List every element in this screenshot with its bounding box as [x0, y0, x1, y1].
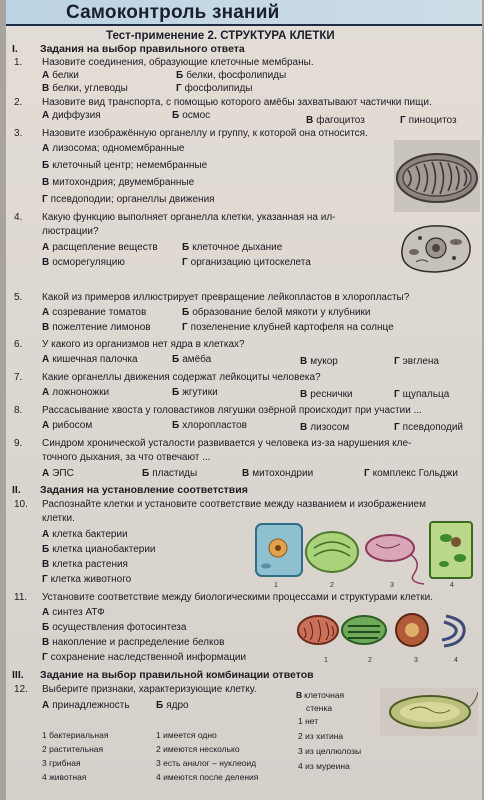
question-number: 2. — [14, 97, 23, 108]
answer-option: А клетка бактерии — [42, 529, 128, 540]
section-title: Задание на выбор правильной комбинации ответов — [40, 669, 314, 681]
answer-option: В реснички — [300, 389, 353, 400]
feature-option: 2 из хитина — [298, 731, 344, 741]
mitochondrion-illustration — [394, 140, 480, 217]
figure-number: 3 — [390, 582, 394, 589]
answer-option: Б белки, фосфолипиды — [176, 70, 287, 81]
answer-option: А диффузия — [42, 110, 101, 121]
section-title: Задания на выбор правильного ответа — [40, 43, 245, 55]
question-text: Установите соответствие между биологическими процессами и структурами клетки. — [42, 592, 434, 603]
question-number: 11. — [14, 592, 28, 603]
answer-option: А кишечная палочка — [42, 354, 138, 365]
answer-option: Б клеточное дыхание — [182, 242, 283, 253]
answer-option: Г сохранение наследственной информации — [42, 652, 247, 663]
answer-option: В пожелтение лимонов — [42, 322, 151, 333]
answer-option: Б осмос — [172, 110, 211, 121]
answer-option: Б жгутики — [172, 387, 218, 398]
answer-option: Г позеленение клубней картофеля на солнце — [182, 322, 394, 333]
question-text: Какой из примеров иллюстрирует превращение лейкопластов в хлоропласты? — [42, 292, 410, 303]
question-number: 4. — [14, 212, 23, 223]
answer-option: В белки, углеводы — [42, 83, 128, 94]
answer-option: В митохондрия; двумембранные — [42, 177, 195, 188]
feature-option: 3 из целлюлозы — [298, 746, 362, 756]
animal-cell-illustration — [396, 222, 474, 281]
answer-option: Г псевдоподии; органеллы движения — [42, 194, 215, 205]
question-text: Распознайте клетки и установите соответствие между названием и изображением — [42, 499, 426, 510]
answer-option: Б клетка цианобактерии — [42, 544, 156, 555]
question-number: 8. — [14, 405, 23, 416]
answer-option: Б амёба — [172, 354, 212, 365]
figure-number: 4 — [454, 657, 458, 664]
answer-option: Г эвглена — [394, 356, 439, 367]
feature-option: 1 бактериальная — [42, 730, 109, 740]
answer-option: Г щупальца — [394, 389, 450, 400]
figure-number: 2 — [330, 582, 334, 589]
question-text: Синдром хронической усталости развивается у человека из-за нарушения кле- — [42, 438, 412, 449]
header-divider — [6, 24, 482, 26]
answer-option: А расщепление веществ — [42, 242, 158, 253]
feature-option: 4 из муреина — [298, 761, 350, 771]
question-text: Выберите признаки, характеризующие клетку. — [42, 684, 257, 695]
answer-option: Б хлоропластов — [172, 420, 247, 431]
feature-option: 1 имеется одно — [156, 730, 217, 740]
question-text: Назовите вид транспорта, с помощью которого амёбы захватывают частички пищи. — [42, 97, 432, 108]
question-text: Назовите соединения, образующие клеточные мембраны. — [42, 57, 314, 68]
section-number: II. — [12, 484, 21, 496]
answer-option: А лизосома; одномембранные — [42, 143, 185, 154]
answer-option: Г пиноцитоз — [400, 115, 457, 126]
answer-option: А синтез АТФ — [42, 607, 105, 618]
answer-option: А ЭПС — [42, 468, 74, 479]
figure-number: 3 — [414, 657, 418, 664]
answer-option: А рибосом — [42, 420, 93, 431]
organelles-illustration — [296, 604, 476, 661]
feature-option: 4 животная — [42, 772, 87, 782]
question-text: У какого из организмов нет ядра в клетках? — [42, 339, 245, 350]
answer-option: В лизосом — [300, 422, 350, 433]
question-text: люстрации? — [42, 226, 99, 237]
question-text: Какую функцию выполняет органелла клетки, указанная на ил- — [42, 212, 336, 223]
feature-option: 2 имеются несколько — [156, 744, 240, 754]
question-number: 5. — [14, 292, 23, 303]
page-title: Самоконтроль знаний — [66, 2, 280, 23]
answer-option: Б образование белой мякоти у клубники — [182, 307, 371, 318]
feature-option: 1 нет — [298, 716, 319, 726]
question-number: 12. — [14, 684, 28, 695]
section-title: Задания на установление соответствия — [40, 484, 248, 496]
figure-number: 2 — [368, 657, 372, 664]
feature-option: 3 грибная — [42, 758, 81, 768]
answer-option: В клетка растения — [42, 559, 128, 570]
textbook-page — [6, 0, 482, 800]
answer-option: Б пластиды — [142, 468, 198, 479]
answer-option: Б осуществления фотосинтеза — [42, 622, 187, 633]
question-text: Назовите изображённую органеллу и группу, к которой она относится. — [42, 128, 368, 139]
answer-option: В фагоцитоз — [306, 115, 365, 126]
figure-number: 1 — [324, 657, 328, 664]
answer-option: А ложноножки — [42, 387, 110, 398]
question-number: 1. — [14, 57, 23, 68]
feature-option: 3 есть аналог – нуклеоид — [156, 758, 257, 768]
answer-option: А белки — [42, 70, 79, 81]
answer-option: Б клеточный центр; немембранные — [42, 160, 208, 171]
answer-option: А принадлежность — [42, 700, 130, 711]
answer-option: В накопление и распределение белков — [42, 637, 225, 648]
answer-option: Г организацию цитоскелета — [182, 257, 311, 268]
figure-number: 1 — [274, 582, 278, 589]
question-number: 10. — [14, 499, 28, 510]
test-title: Тест-применение 2. СТРУКТУРА КЛЕТКИ — [106, 30, 335, 42]
answer-option: А созревание томатов — [42, 307, 147, 318]
answer-option: В клеточная — [296, 690, 345, 700]
section-number: III. — [12, 669, 24, 681]
question-number: 9. — [14, 438, 23, 449]
question-number: 7. — [14, 372, 23, 383]
feature-option: 4 имеются после деления — [156, 772, 259, 782]
answer-option: В мукор — [300, 356, 338, 367]
answer-option: В осморегуляцию — [42, 257, 125, 268]
question-number: 3. — [14, 128, 23, 139]
bacterium-illustration — [380, 688, 478, 741]
question-text: Рассасывание хвоста у головастиков лягушки озёрной происходит при участии ... — [42, 405, 422, 416]
figure-number: 4 — [450, 582, 454, 589]
answer-option: Г клетка животного — [42, 574, 132, 585]
answer-option-continuation: стенка — [306, 703, 333, 713]
feature-option: 2 растительная — [42, 744, 104, 754]
question-number: 6. — [14, 339, 23, 350]
answer-option: Г псевдоподий — [394, 422, 464, 433]
question-text: точного дыхания, за что отвечают ... — [42, 452, 211, 463]
question-text: Какие органеллы движения содержат лейкоциты человека? — [42, 372, 321, 383]
answer-option: Г фосфолипиды — [176, 83, 253, 94]
cells-illustration — [250, 518, 478, 591]
answer-option: Г комплекс Гольджи — [364, 468, 458, 479]
answer-option: В митохондрии — [242, 468, 314, 479]
answer-option: Б ядро — [156, 700, 189, 711]
page-header — [6, 0, 482, 26]
section-number: I. — [12, 43, 18, 55]
question-text: клетки. — [42, 513, 75, 524]
